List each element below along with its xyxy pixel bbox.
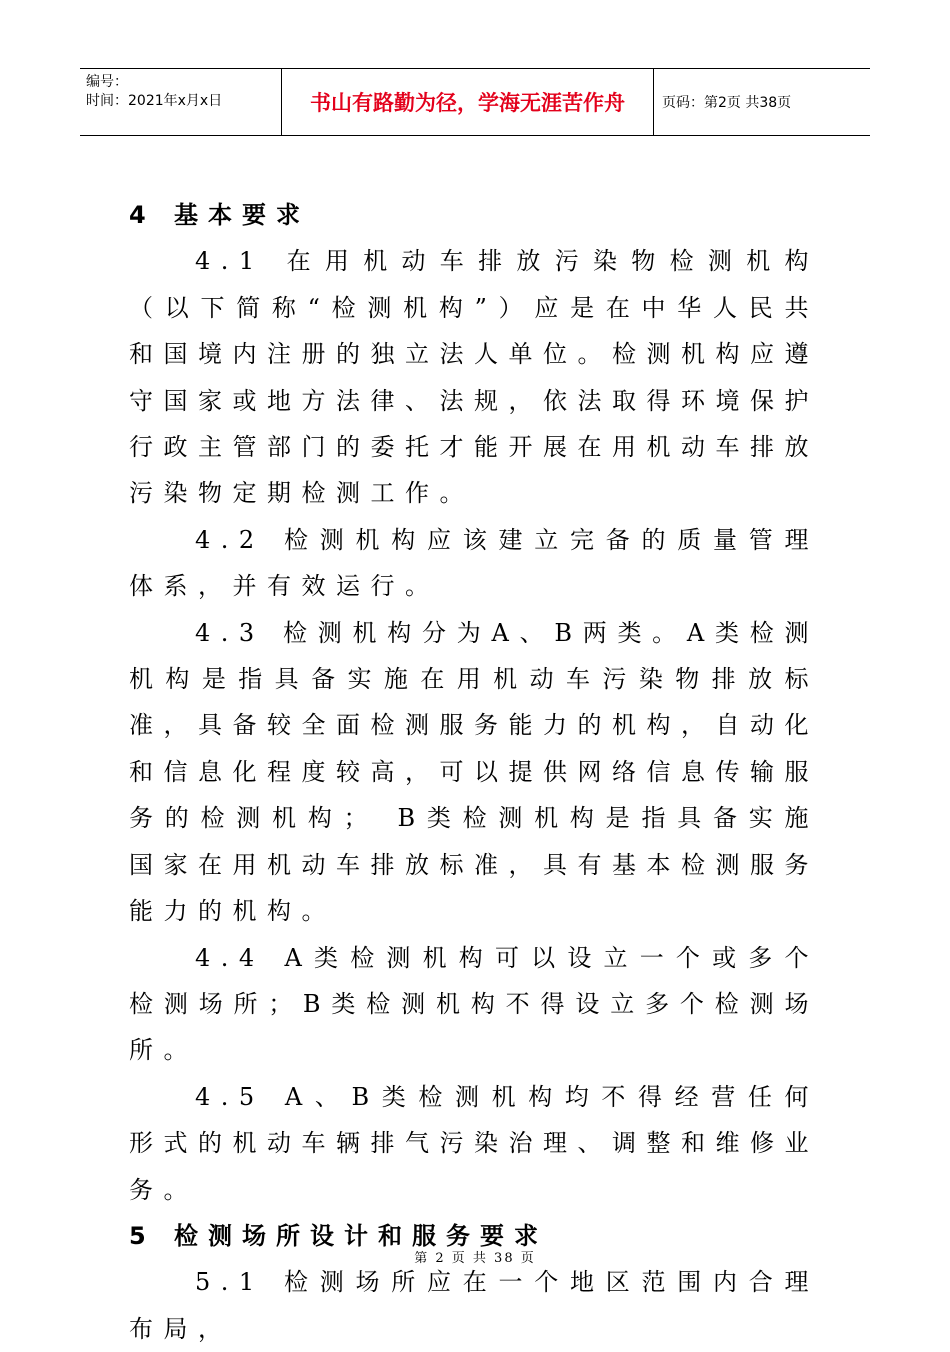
paragraph-4-3: 4.3 检测机构分为A、B两类。A类检测机构是指具备实施在用机动车污染物排放标准，具备较全面检测服务能力的机构，自动化和信息化程度较高，可以提供网络信息传输服务的检测机构； B类检测机构是指具备实施国家在用机动车排放标准，具有基本检测服务能力的机构。 — [129, 618, 819, 926]
header-motto: 书山有路勤为径，学海无涯苦作舟 — [282, 69, 654, 135]
header-page-number: 页码：第2页 共38页 — [662, 95, 792, 111]
section-title-5: 5 检测场所设计和服务要求 — [129, 1221, 549, 1250]
document-number: 编号： — [86, 74, 128, 90]
paragraph-4-1: 4.1 在用机动车排放污染物检测机构（以下简称“检测机构”）应是在中华人民共和国境内注册的独立法人单位。检测机构应遵守国家或地方法律、法规，依法取得环境保护行政主管部门的委托才能开展在用机动车排放污染物定期检测工作。 — [129, 247, 819, 508]
document-body — [129, 192, 819, 1352]
page-header — [80, 68, 870, 136]
paragraph-5-1: 5.1 检测场所应在一个地区范围内合理布局， — [129, 1268, 819, 1343]
paragraph-4-4: 4.4 A类检测机构可以设立一个或多个检测场所；B类检测机构不得设立多个检测场所。 — [129, 943, 819, 1065]
paragraph-4-2: 4.2 检测机构应该建立完备的质量管理体系，并有效运行。 — [129, 525, 819, 601]
paragraph-4-5: 4.5 A、B类检测机构均不得经营任何形式的机动车辆排气污染治理、调整和维修业务。 — [129, 1082, 819, 1204]
section-title-4: 4 基本要求 — [129, 201, 311, 229]
header-info-cell — [80, 69, 282, 135]
page-footer: 第 2 页 共 38 页 — [414, 1251, 536, 1266]
document-date: 时间：2021年x月x日 — [86, 93, 223, 109]
